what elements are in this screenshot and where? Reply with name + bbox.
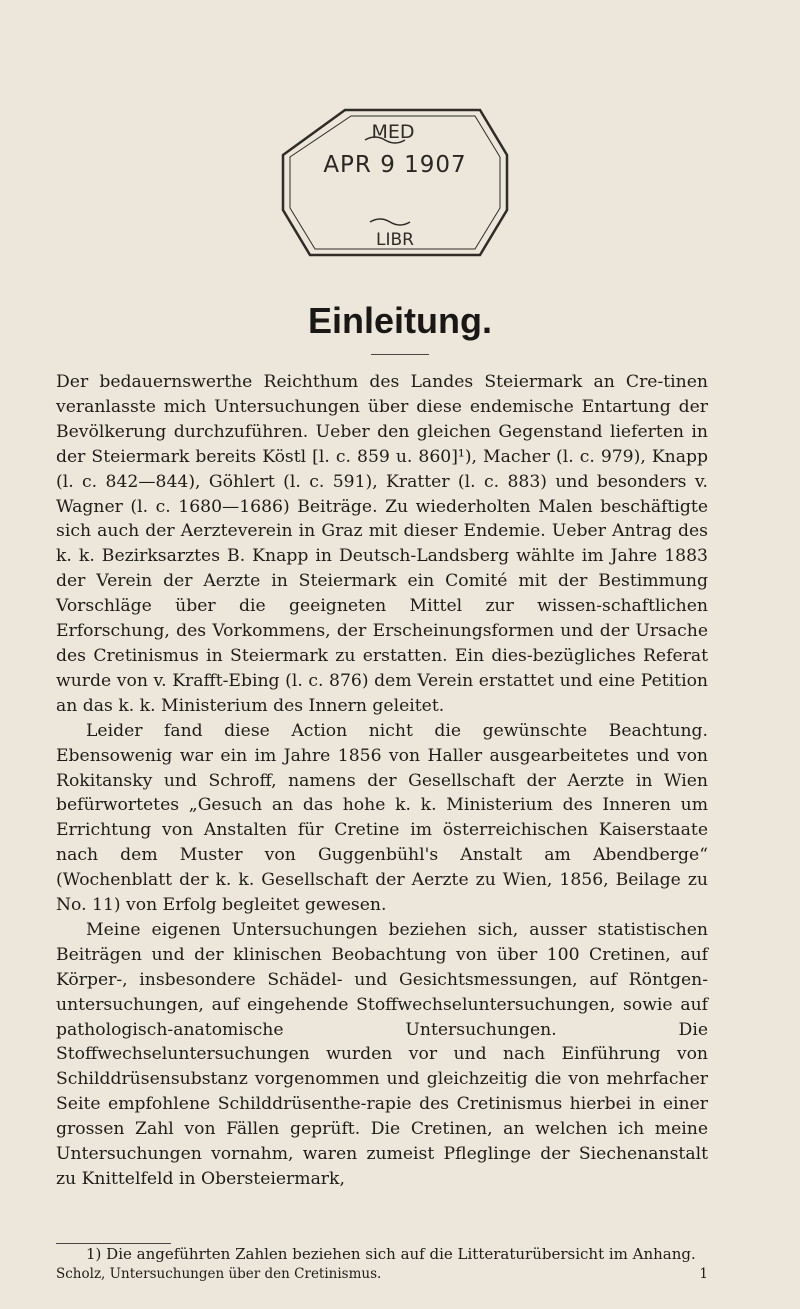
paragraph-text: Der bedauernswerthe Reichthum des Landes Steiermark an Cre-tinen veranlasste mich Untersuchungen über diese endemische Entartung der Bevölkerung durchzuführen. Ueber den gleichen Gegenstand lieferten in der Steiermark bereits Köstl [l. c. 859 u. 860]¹), Macher (l. c. 979), Knapp (l. c. 842—844), Göhlert (l. c. 591), Kratter (l. c. 883) und besonders v. Wagner (l. c. 1680—1686) Beiträge. Zu wiederholten Malen beschäftigte sich auch der Aerzteverein in Graz mit dieser Endemie. Ueber Antrag des k. k. Bezirksarztes B. Knapp in Deutsch-Landsberg wählte im Jahre 1883 der Verein der Aerzte in Steiermark ein Comité mit der Bestimmung Vorschläge über die geeigneten Mittel zur wissen-schaftlichen Erforschung, des Vorkommens, der Erscheinungsformen und der Ursache des Cretinismus in Steiermark zu erstatten. Ein dies-bezügliches Referat wurde von v. Krafft-Ebing (l. c. 876) dem Verein erstattet und eine Petition an das k. k. Ministerium des Innern geleitet. <box>56 372 708 716</box>
page-number: 1 <box>699 1266 708 1282</box>
stamp-top-text: MED <box>371 121 415 143</box>
paragraph-1 <box>56 370 708 719</box>
stamp-date: APR 9 1907 <box>323 152 467 178</box>
page-footer <box>56 1266 708 1282</box>
paragraph-text: Leider fand diese Action nicht die gewünschte Beachtung. Ebensowenig war ein im Jahre 1856 von Haller ausgearbeitetes und von Rokitansky und Schroff, namens der Gesellschaft der Aerzte in Wien befürwortetes „Gesuch an das hohe k. k. Ministerium des Inneren um Errichtung von Anstalten für Cretine im österreichischen Kaiserstaate nach dem Muster von Guggenbühl's Anstalt am Abendberge“ (Wochenblatt der k. k. Gesellschaft der Aerzte zu Wien, 1856, Beilage zu No. 11) von Erfolg begleitet gewesen. <box>56 720 708 916</box>
page-title: Einleitung. <box>308 300 492 341</box>
body-text <box>56 370 708 1192</box>
paragraph-text: Meine eigenen Untersuchungen beziehen sich, ausser statistischen Beiträgen und der klinischen Beobachtung von über 100 Cretinen, auf Körper-, insbesondere Schädel- und Gesichtsmessungen, auf Röntgen-untersuchungen, auf eingehende Stoffwechseluntersuchungen, sowie auf pathologisch-anatomische Untersuchungen. Die Stoffwechseluntersuchungen wurden vor und nach Einführung von Schilddrüsensubstanz vorgenommen und gleichzeitig die von mehrfacher Seite empfohlene Schilddrüsenthe-rapie des Cretinismus hierbei in einer grossen Zahl von Fällen geprüft. Die Cretinen, an welchen ich meine Untersuchungen vornahm, waren zumeist Pfleglinge der Siechenanstalt zu Knittelfeld in Obersteiermark, <box>56 919 708 1189</box>
heading-divider <box>371 354 429 355</box>
running-footer-text: Scholz, Untersuchungen über den Cretinismus. <box>56 1266 382 1282</box>
library-stamp <box>275 100 515 265</box>
paragraph-3 <box>56 918 708 1192</box>
stamp-frame <box>275 100 515 265</box>
paragraph-2 <box>56 719 708 918</box>
footnote: 1) Die angeführten Zahlen beziehen sich auf die Litteraturübersicht im Anhang. <box>86 1245 696 1263</box>
stamp-bottom-text: LIBR <box>376 230 414 250</box>
footnote-divider <box>56 1243 171 1244</box>
